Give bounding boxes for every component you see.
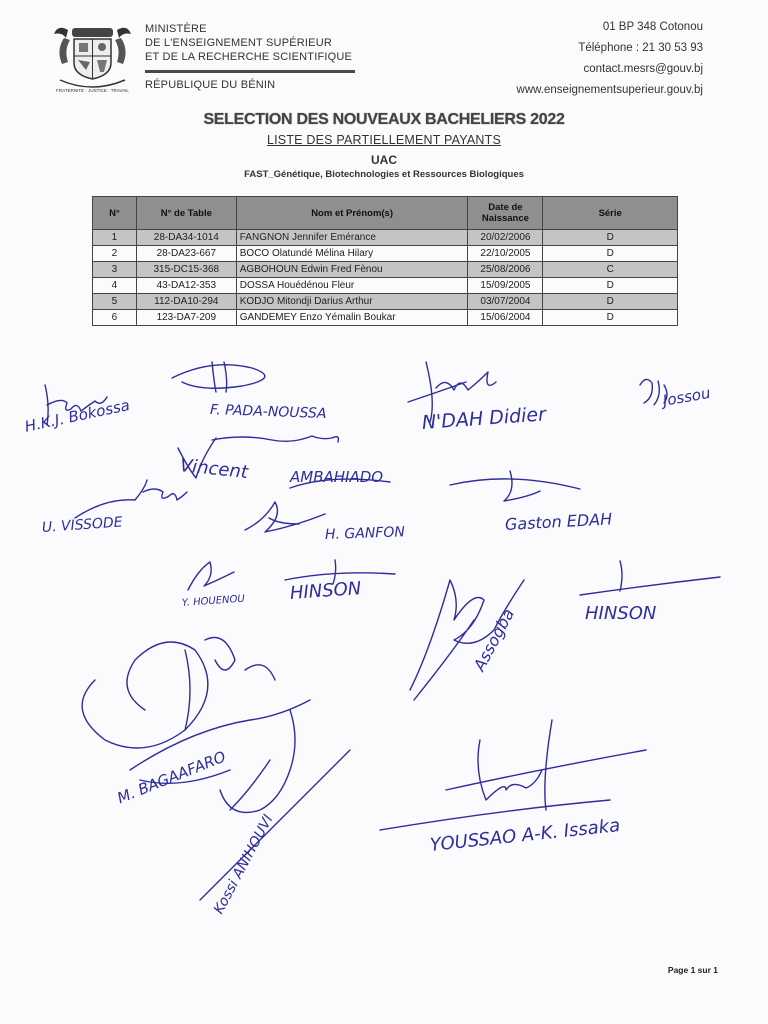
cell-num: 2 [93,246,137,262]
signature-assogba: Assogba [469,605,519,674]
signature-hinson-1: HINSON [289,578,362,604]
signature-ndah: N'DAH Didier [421,403,547,434]
signature-edah: Gaston EDAH [504,509,613,534]
signature-vincent: Vincent [178,455,249,484]
republic-name: RÉPUBLIQUE DU BÉNIN [145,79,276,91]
signature-stroke [580,561,720,595]
cell-table-no: 43-DA12-353 [136,278,236,294]
ministry-line: MINISTÈRE [145,23,207,35]
signature-stroke [130,700,310,783]
document-title: SELECTION DES NOUVEAUX BACHELIERS 2022 [203,111,565,128]
cell-serie: D [543,310,678,326]
coat-of-arms-icon [50,22,135,94]
table-header-row [93,197,678,230]
cell-serie: D [543,278,678,294]
cell-num: 3 [93,262,137,278]
page-number: Page 1 sur 1 [667,965,718,975]
contact-block [517,17,703,101]
signature-ganfon: H. GANFON [324,524,406,543]
header-birth: Date de Naissance [468,197,543,230]
cell-name: BOCO Olatundé Mélina Hilary [236,246,468,262]
cell-num: 6 [93,310,137,326]
cell-table-no: 28-DA23-667 [136,246,236,262]
cell-name: KODJO Mitondji Darius Arthur [236,294,468,310]
signature-hinson-2: HINSON [585,603,657,624]
contact-phone: Téléphone : 21 30 53 93 [578,42,703,54]
cell-birth: 20/02/2006 [468,230,543,246]
cell-birth: 22/10/2005 [468,246,543,262]
table-row [93,246,678,262]
signature-jossou: Jossou [661,383,712,410]
table-row [93,262,678,278]
header-table-no: N° de Table [136,197,236,230]
header-num: N° [93,197,137,230]
ministry-line: DE L'ENSEIGNEMENT SUPÉRIEUR [145,37,333,49]
students-table [92,196,678,326]
cell-num: 1 [93,230,137,246]
header-divider [145,70,355,73]
signature-stroke [446,720,646,810]
ministry-name [145,22,352,64]
signature-stroke [75,480,187,518]
cell-num: 4 [93,278,137,294]
signature-bokossa: H.K.J. Bokossa [23,395,132,436]
cell-num: 5 [93,294,137,310]
document-subtitle: LISTE DES PARTIELLEMENT PAYANTS [266,133,502,147]
header-name: Nom et Prénom(s) [236,197,468,230]
signature-stroke [450,471,580,501]
signature-stroke [188,562,234,590]
cell-name: AGBOHOUN Edwin Fred Fènou [236,262,468,278]
svg-text:FRATERNITÉ · JUSTICE · TRAVAIL: FRATERNITÉ · JUSTICE · TRAVAIL [56,88,129,93]
signature-stroke [410,580,524,700]
cell-table-no: 123-DA7-209 [136,310,236,326]
signature-stroke [200,750,350,900]
cell-table-no: 28-DA34-1014 [136,230,236,246]
signature-youssao: YOUSSAO A-K. Issaka [428,815,622,856]
table-row [93,310,678,326]
table-row [93,230,678,246]
header-serie: Série [543,197,678,230]
cell-name: FANGNON Jennifer Emérance [236,230,468,246]
signature-agbangbo: AMBAHIADO [290,468,384,486]
signature-anihouvi: Kossi ANIHOUVI [210,812,277,917]
signature-stroke [245,502,325,532]
cell-name: GANDEMEY Enzo Yémalin Boukar [236,310,468,326]
signature-stroke [212,436,338,442]
cell-serie: D [543,294,678,310]
signature-fagbaaro: M. BAGAAFARO [114,747,229,808]
signature-pada: F. PADA-NOUSSA [209,402,327,423]
signature-stroke [220,710,295,813]
contact-address: 01 BP 348 Cotonou [602,21,703,33]
cell-serie: D [543,246,678,262]
contact-website: www.enseignementsuperieur.gouv.bj [516,84,703,96]
cell-name: DOSSA Houédénou Fleur [236,278,468,294]
signature-soglo: U. VISSODE [41,514,124,536]
signature-houenou: Y. HOUENOU [181,593,246,609]
ministry-line: ET DE LA RECHERCHE SCIENTIFIQUE [145,51,353,63]
cell-serie: D [543,230,678,246]
cell-birth: 03/07/2004 [468,294,543,310]
cell-serie: C [543,262,678,278]
contact-email: contact.mesrs@gouv.bj [583,63,703,75]
cell-birth: 15/06/2004 [468,310,543,326]
university-name: UAC [371,153,397,167]
cell-table-no: 112-DA10-294 [136,294,236,310]
faculty-name: FAST_Génétique, Biotechnologies et Ressources Biologiques [244,169,524,180]
cell-birth: 25/08/2006 [468,262,543,278]
cell-birth: 15/09/2005 [468,278,543,294]
table-row [93,278,678,294]
signature-stroke [172,362,265,392]
table-row [93,294,678,310]
cell-table-no: 315-DC15-368 [136,262,236,278]
signature-stroke [82,638,275,749]
